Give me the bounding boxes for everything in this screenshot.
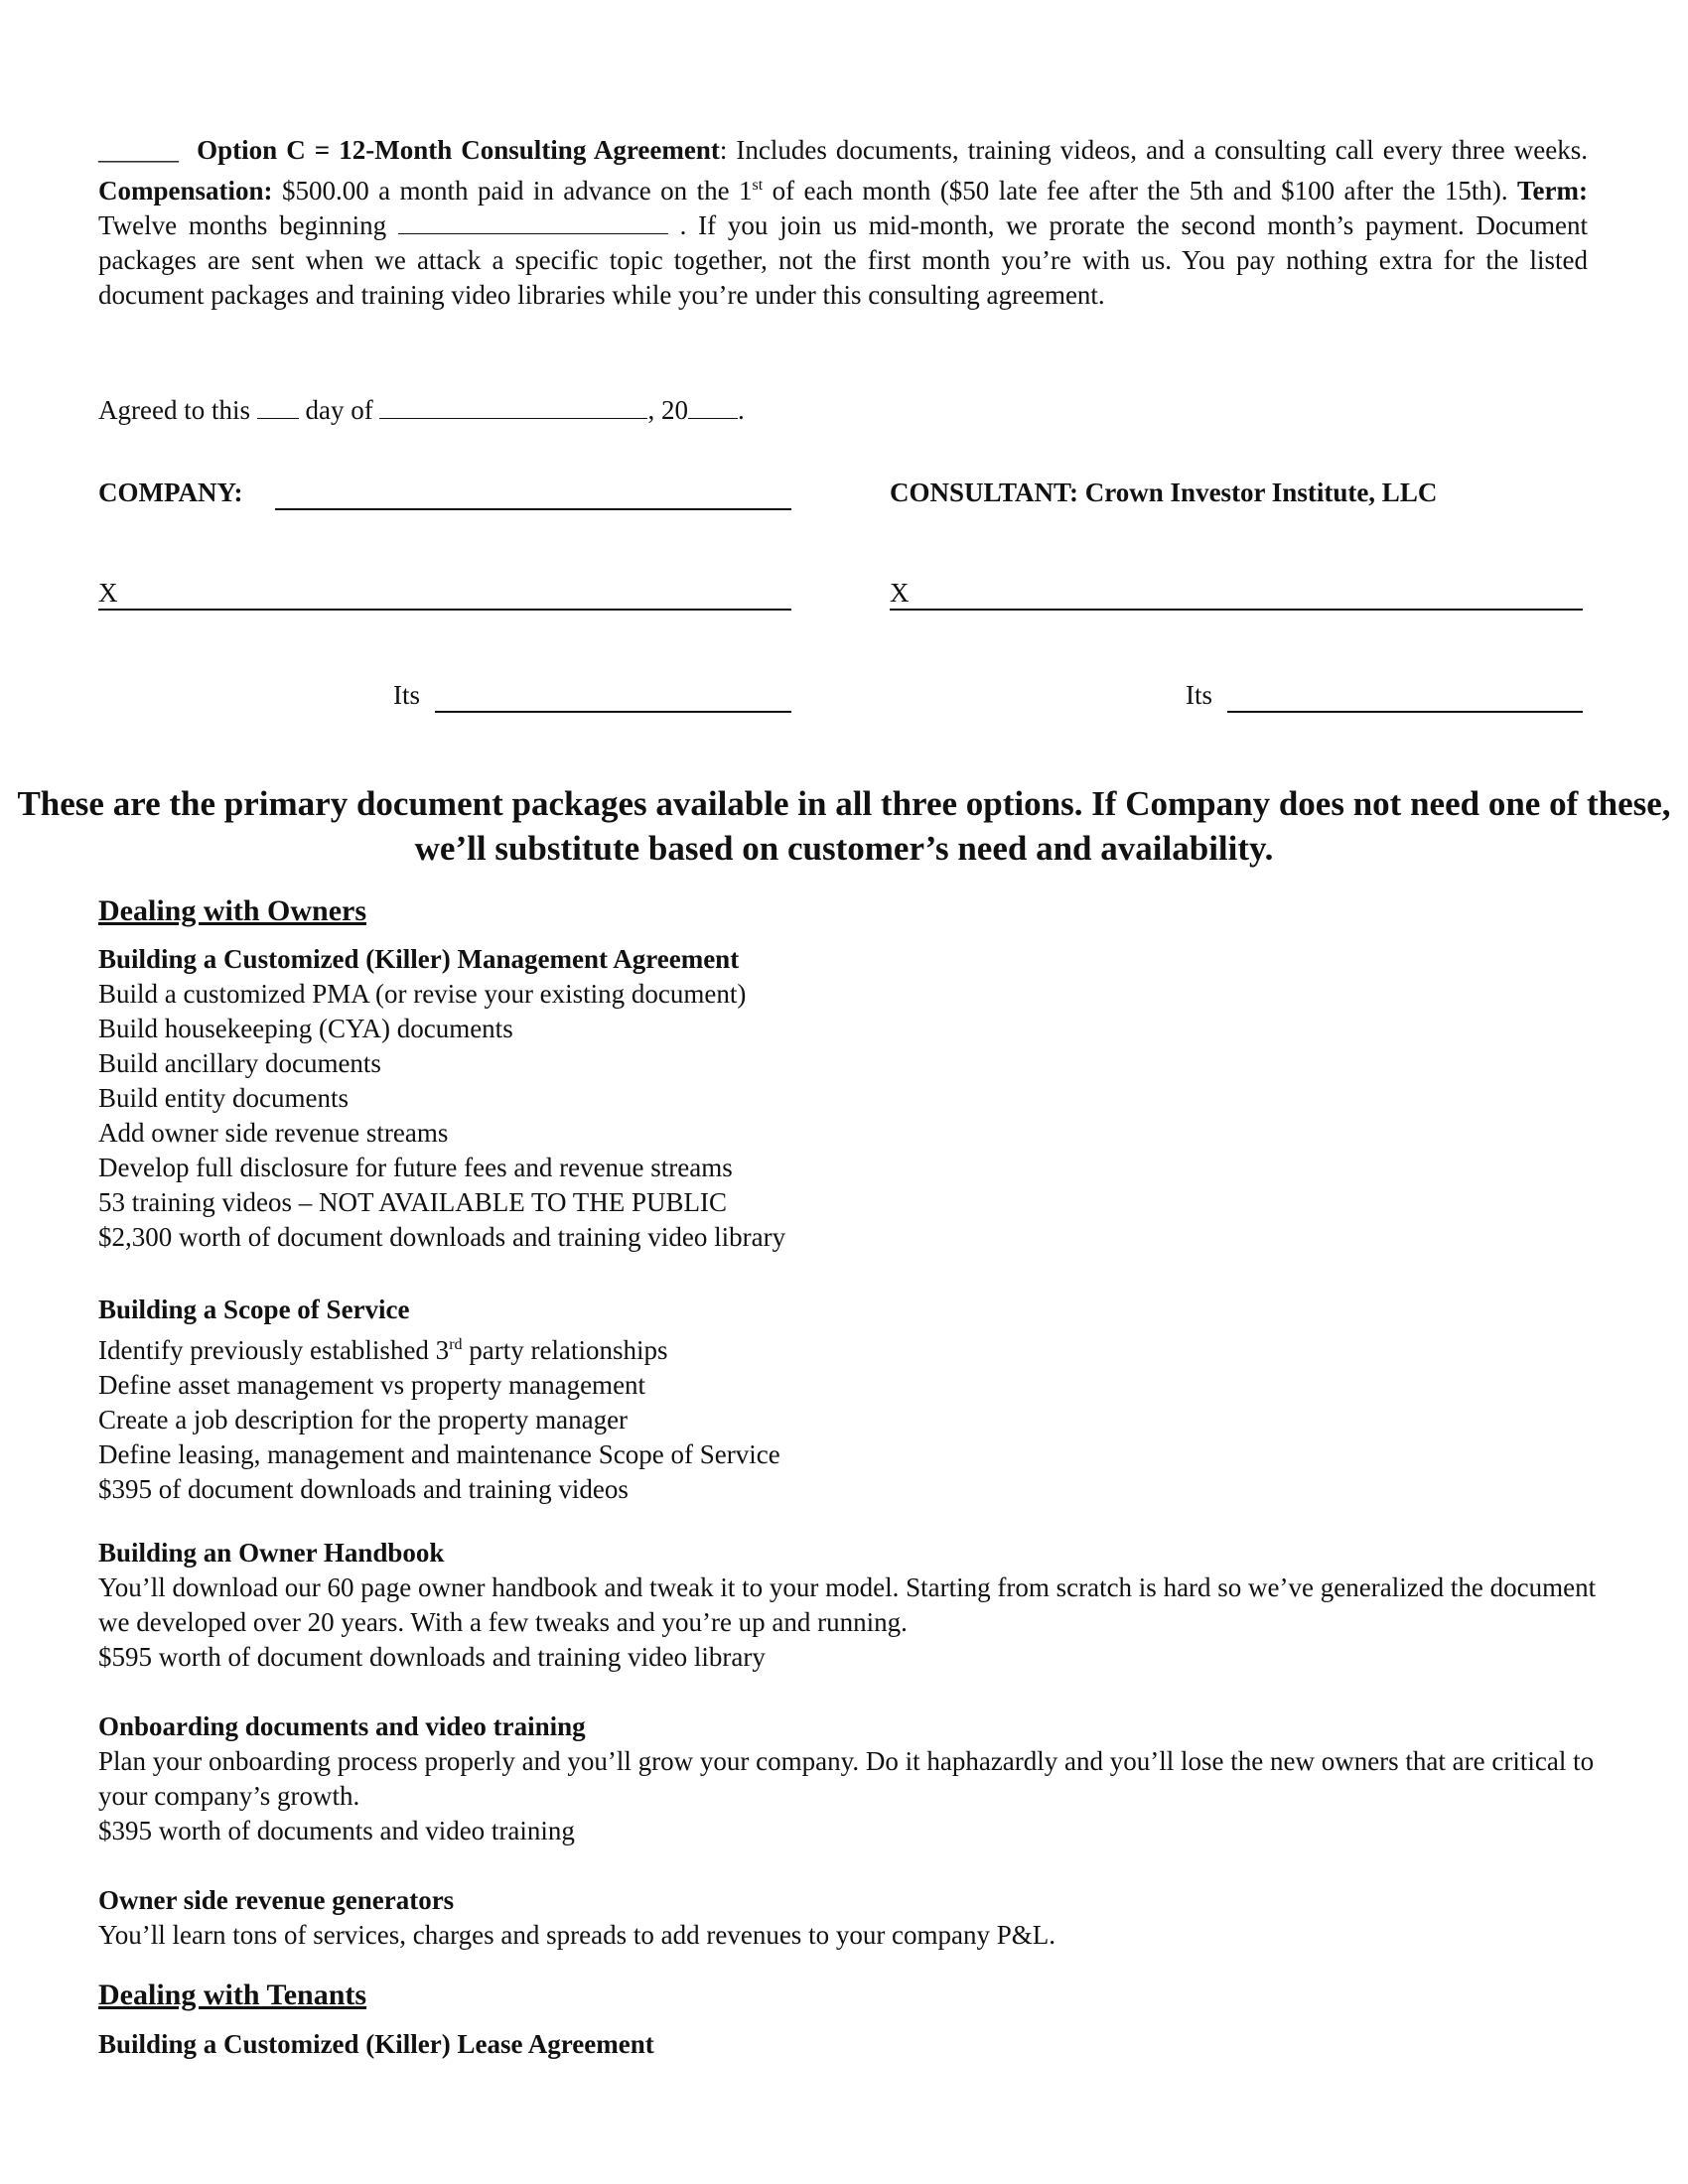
list-item: Build housekeeping (CYA) documents [98, 1014, 513, 1043]
list-item: 53 training videos – NOT AVAILABLE TO THE PUBLIC [98, 1187, 728, 1217]
term-text-2: . If you join us mid-month, we prorate the second month’s payment. Document packages are sent when we attack a specific topic together, not the first month you’re with us. You pay nothing extra for the listed document packages and training video libraries while you’re under this consulting agreement. [98, 210, 1588, 310]
agreed-line [98, 394, 745, 426]
list-item: Add owner side revenue streams [98, 1118, 449, 1148]
handbook-heading: Building an Owner Handbook [98, 1538, 445, 1568]
compensation-text-1: $500.00 a month paid in advance on the 1 [272, 176, 753, 205]
list-item: Plan your onboarding process properly and you’ll grow your company. Do it haphazardly and you’ll lose the new owners that are critical to your company’s growth. [98, 1746, 1595, 1811]
company-name-line[interactable] [275, 477, 791, 510]
day-blank[interactable] [257, 394, 299, 419]
consultant-its-line[interactable] [1227, 679, 1583, 713]
list-item: $395 of document downloads and training videos [98, 1474, 629, 1504]
company-its-line[interactable] [435, 679, 791, 713]
revenue-package [98, 1883, 1608, 1953]
agreed-text-4: . [737, 395, 745, 425]
onboarding-heading: Onboarding documents and video training [98, 1711, 586, 1741]
list-item: Define leasing, management and maintenance Scope of Service [98, 1439, 780, 1469]
section-title-tenants: Dealing with Tenants [98, 1979, 367, 2011]
list-item: Create a job description for the property manager [98, 1405, 629, 1434]
list-item: $2,300 worth of document downloads and training video library [98, 1222, 786, 1252]
consultant-signature-x: X [890, 578, 910, 608]
list-item: Build ancillary documents [98, 1048, 381, 1078]
option-c-title: Option C = 12-Month Consulting Agreement [197, 135, 720, 165]
agreed-text-1: Agreed to this [98, 395, 250, 425]
company-its-label: Its [393, 680, 420, 710]
list-item: Build a customized PMA (or revise your existing document) [98, 979, 747, 1009]
option-c-description: : Includes documents, training videos, and a consulting call every three weeks. [719, 135, 1588, 165]
onboarding-package [98, 1709, 1608, 1848]
lease-heading: Building a Customized (Killer) Lease Agreement [98, 2029, 654, 2059]
consultant-signature-line[interactable] [890, 576, 1583, 611]
list-item: $395 worth of documents and video training [98, 1816, 575, 1845]
option-c-paragraph [98, 133, 1588, 313]
list-item: Define asset management vs property management [98, 1370, 646, 1400]
list-item: You’ll learn tons of services, charges and spreads to add revenues to your company P&L. [98, 1920, 1056, 1950]
list-item: Identify previously established 3rd party relationships [98, 1335, 668, 1365]
company-signature-x: X [98, 578, 118, 608]
revenue-heading: Owner side revenue generators [98, 1885, 455, 1915]
scope-package [98, 1293, 1608, 1507]
compensation-label: Compensation: [98, 176, 273, 205]
handbook-package [98, 1536, 1608, 1675]
option-blank: ______ [98, 135, 179, 165]
year-blank[interactable] [688, 394, 738, 419]
compensation-sup: st [752, 177, 764, 194]
agreed-text-3: , 20 [647, 395, 688, 425]
month-blank[interactable] [379, 394, 647, 419]
consultant-its-label: Its [1186, 680, 1212, 710]
scope-heading: Building a Scope of Service [98, 1295, 410, 1324]
pma-package [98, 942, 1608, 1255]
pma-heading: Building a Customized (Killer) Management Agreement [98, 944, 740, 974]
company-signature-line[interactable] [98, 576, 791, 611]
list-item: Develop full disclosure for future fees and revenue streams [98, 1153, 733, 1182]
compensation-text-2: of each month ($50 late fee after the 5th and $100 after the 15th). [763, 176, 1518, 205]
company-label: COMPANY: [98, 478, 243, 507]
lease-package [98, 2027, 1608, 2062]
list-item: $595 worth of document downloads and training video library [98, 1642, 766, 1672]
agreed-text-2: day of [305, 395, 373, 425]
term-label: Term: [1517, 176, 1589, 205]
list-item: You’ll download our 60 page owner handbook and tweak it to your model. Starting from scratch is hard so we’ve generalized the document we developed over 20 years. With a few tweaks and you’re up and running. [98, 1572, 1597, 1637]
list-item: Build entity documents [98, 1083, 349, 1113]
term-text-1: Twelve months beginning [98, 210, 398, 240]
section-title-owners: Dealing with Owners [98, 894, 366, 927]
consultant-label: CONSULTANT: Crown Investor Institute, LLC [890, 478, 1438, 507]
term-start-date-blank[interactable] [398, 209, 668, 234]
packages-heading: These are the primary document packages available in all three options. If Company does not need one of these, we’ll substitute based on customer’s need and availability. [17, 784, 1671, 868]
